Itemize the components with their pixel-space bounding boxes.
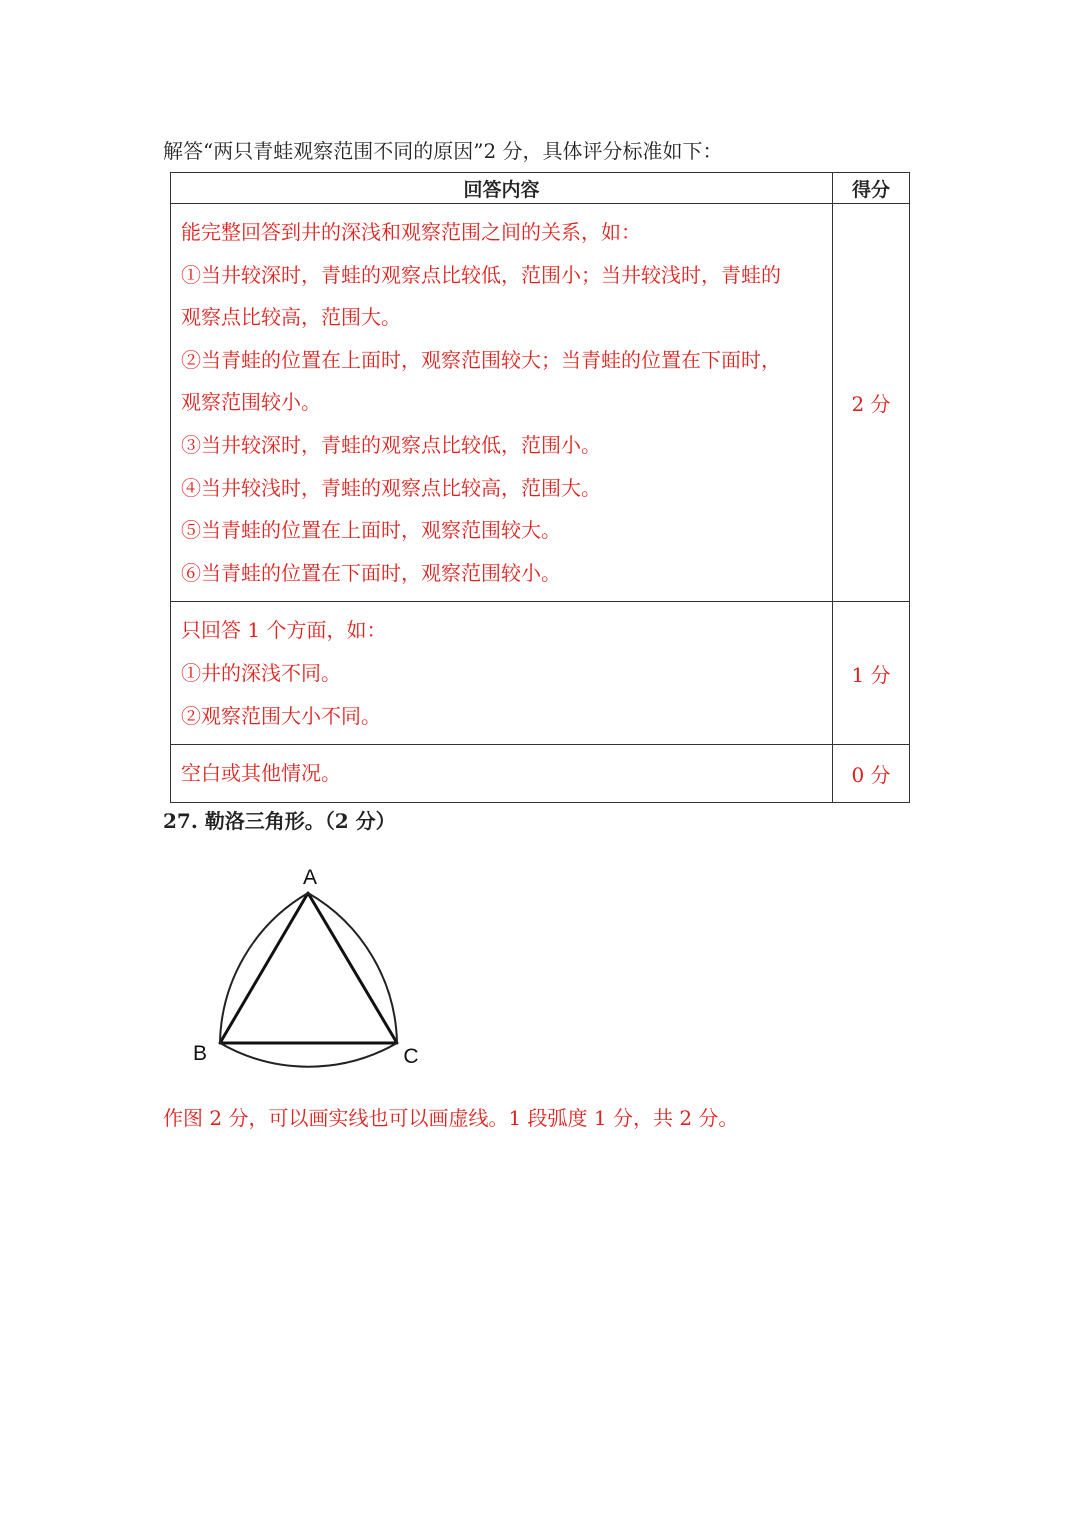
row-content	[171, 602, 833, 745]
question-27-title: 27. 勒洛三角形。（2 分）	[163, 809, 396, 833]
grading-note: 作图 2 分，可以画实线也可以画虚线。1 段弧度 1 分，共 2 分。	[163, 1106, 739, 1130]
content-line: 能完整回答到井的深浅和观察范围之间的关系，如：	[181, 220, 641, 244]
equilateral-triangle	[220, 893, 397, 1043]
content-line: ③当井较深时，青蛙的观察点比较低，范围小。	[181, 432, 601, 457]
content-line: ①当井较深时，青蛙的观察点比较低，范围小；当井较浅时，青蛙的	[181, 262, 781, 287]
content-line: ⑥当青蛙的位置在下面时，观察范围较小。	[181, 560, 561, 585]
header-score: 得分	[833, 173, 910, 204]
content-line: 观察范围较小。	[181, 390, 321, 415]
vertex-label-b: B	[192, 1042, 208, 1065]
header-answer-content: 回答内容	[171, 173, 833, 204]
row-score: 1 分	[833, 602, 910, 745]
vertex-label-c: C	[403, 1045, 419, 1068]
content-line: 空白或其他情况。	[181, 761, 341, 786]
content-line: 观察点比较高，范围大。	[181, 305, 401, 330]
content-line: ④当井较浅时，青蛙的观察点比较高，范围大。	[181, 475, 601, 500]
table-row	[171, 745, 910, 803]
reuleaux-triangle-figure	[180, 855, 440, 1080]
content-line: ②观察范围大小不同。	[181, 703, 381, 728]
scoring-intro: 解答“两只青蛙观察范围不同的原因”2 分，具体评分标准如下：	[163, 139, 723, 163]
row-score: 0 分	[833, 745, 910, 803]
table-row	[171, 602, 910, 745]
content-line: ②当青蛙的位置在上面时，观察范围较大；当青蛙的位置在下面时，	[181, 347, 781, 372]
content-line: ⑤当青蛙的位置在上面时，观察范围较大。	[181, 518, 561, 543]
content-line: 只回答 1 个方面，如：	[181, 618, 387, 643]
row-score: 2 分	[833, 204, 910, 602]
content-line: ①井的深浅不同。	[181, 660, 341, 685]
table-header-row	[171, 173, 910, 204]
scoring-table	[170, 172, 910, 803]
arc-bc	[220, 1043, 397, 1067]
vertex-label-a: A	[302, 866, 318, 889]
row-content	[171, 745, 833, 803]
table-row	[171, 204, 910, 602]
row-content	[171, 204, 833, 602]
